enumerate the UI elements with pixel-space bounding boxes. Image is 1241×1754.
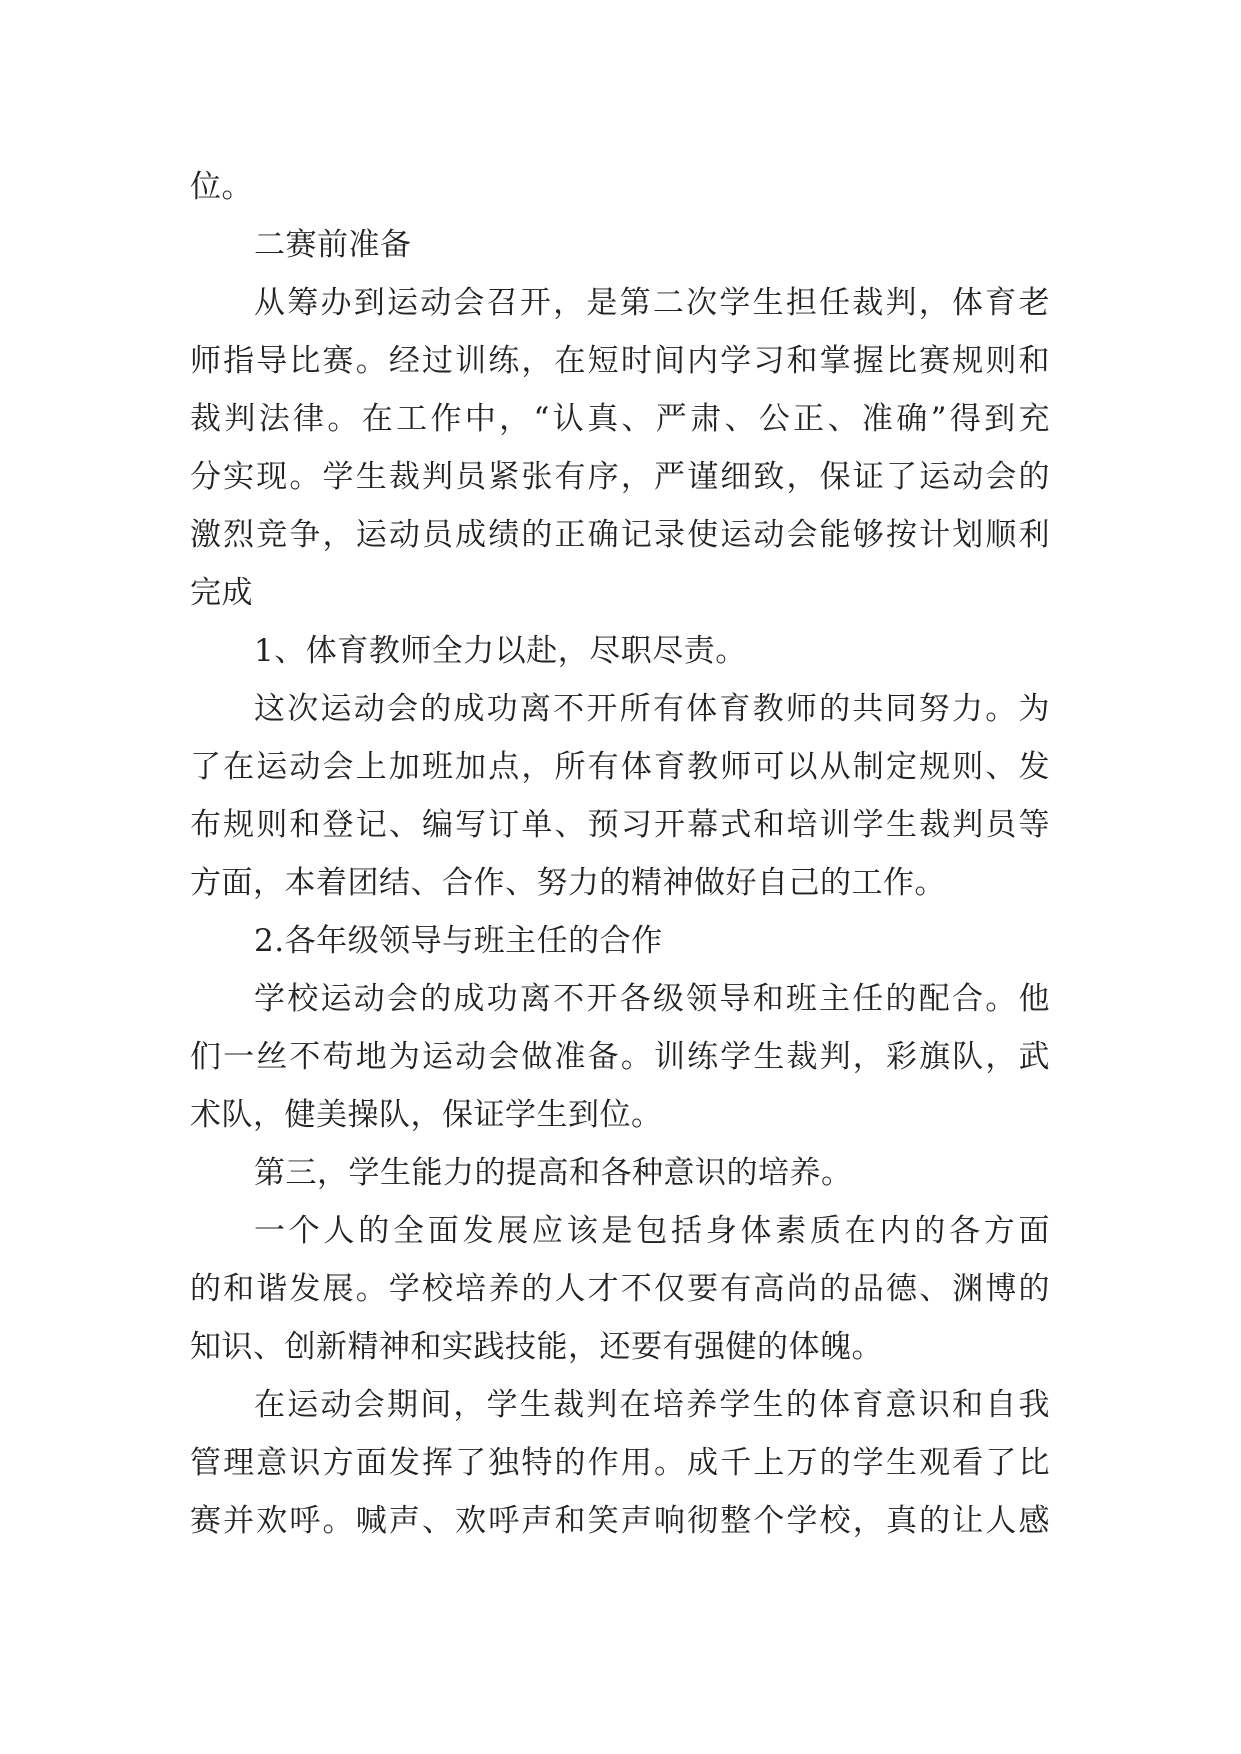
paragraph-line: 知识、创新精神和实践技能，还要有强健的体魄。: [190, 1329, 883, 1365]
paragraph-line: 术队，健美操队，保证学生到位。: [190, 1097, 663, 1133]
paragraph-line: 了在运动会上加班加点，所有体育教师可以从制定规则、发: [190, 749, 1050, 785]
paragraph-line: 完成: [190, 575, 253, 611]
paragraph-line: 位。: [190, 169, 253, 205]
section-heading: 二赛前准备: [254, 227, 412, 263]
document-body: [190, 158, 1050, 1550]
section-heading: 第三，学生能力的提高和各种意识的培养。: [254, 1155, 853, 1191]
paragraph-line: 布规则和登记、编写订单、预习开幕式和培训学生裁判员等: [190, 807, 1050, 843]
paragraph-line: 方面，本着团结、合作、努力的精神做好自己的工作。: [190, 865, 946, 901]
paragraph-line: 学校运动会的成功离不开各级领导和班主任的配合。他: [254, 981, 1050, 1017]
section-heading: 1、体育教师全力以赴，尽职尽责。: [254, 633, 747, 669]
section-heading: 2.各年级领导与班主任的合作: [254, 923, 663, 959]
paragraph-line: 赛并欢呼。喊声、欢呼声和笑声响彻整个学校，真的让人感: [190, 1503, 1050, 1539]
paragraph-line: 们一丝不苟地为运动会做准备。训练学生裁判，彩旗队，武: [190, 1039, 1050, 1075]
paragraph-line: 激烈竞争，运动员成绩的正确记录使运动会能够按计划顺利: [190, 517, 1050, 553]
paragraph-line: 裁判法律。在工作中，“认真、严肃、公正、准确”得到充: [190, 401, 1050, 437]
paragraph-line: 这次运动会的成功离不开所有体育教师的共同努力。为: [254, 691, 1050, 727]
paragraph-line: 分实现。学生裁判员紧张有序，严谨细致，保证了运动会的: [190, 459, 1050, 495]
paragraph-line: 从筹办到运动会召开，是第二次学生担任裁判，体育老: [254, 285, 1050, 321]
paragraph-line: 在运动会期间，学生裁判在培养学生的体育意识和自我: [254, 1387, 1050, 1423]
paragraph-line: 的和谐发展。学校培养的人才不仅要有高尚的品德、渊博的: [190, 1271, 1050, 1307]
paragraph-line: 师指导比赛。经过训练，在短时间内学习和掌握比赛规则和: [190, 343, 1050, 379]
paragraph-line: 管理意识方面发挥了独特的作用。成千上万的学生观看了比: [190, 1445, 1050, 1481]
paragraph-line: 一个人的全面发展应该是包括身体素质在内的各方面: [254, 1213, 1050, 1249]
